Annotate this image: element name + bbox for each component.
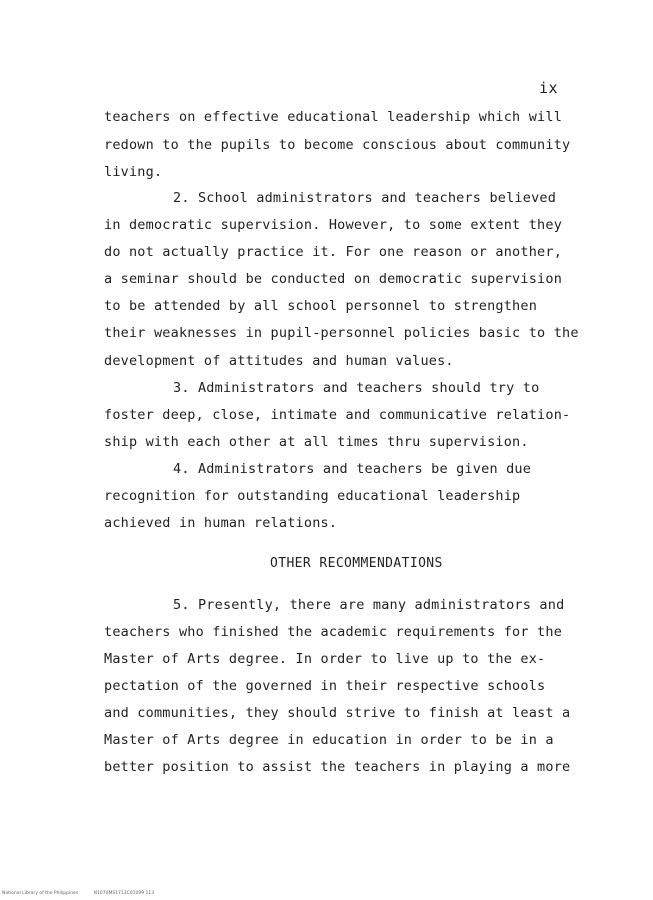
recommendation-5-start: 5. Presently, there are many administrators and <box>173 597 565 613</box>
recommendation-3-start: 3. Administrators and teachers should try to <box>173 380 540 396</box>
text-line: do not actually practice it. For one reason or another, <box>104 244 563 260</box>
text-line: teachers on effective educational leadership which will <box>104 109 563 125</box>
text-line: their weaknesses in pupil-personnel policies basic to the <box>104 325 579 341</box>
footer-source: National Library of the Philippines <box>2 891 79 896</box>
footer-code: N1070MS1713C01099 113 <box>93 891 155 896</box>
text-line: in democratic supervision. However, to some extent they <box>104 217 563 233</box>
text-line: ship with each other at all times thru supervision. <box>104 434 529 450</box>
section-heading: OTHER RECOMMENDATIONS <box>270 556 443 571</box>
text-line: living. <box>104 164 163 180</box>
text-line: foster deep, close, intimate and communicative relation- <box>104 407 571 423</box>
text-line: redown to the pupils to become conscious about community <box>104 137 571 153</box>
recommendation-2-start: 2. School administrators and teachers believed <box>173 190 557 206</box>
text-line: Master of Arts degree. In order to live up to the ex- <box>104 651 546 667</box>
text-line: recognition for outstanding educational leadership <box>104 488 521 504</box>
text-line: teachers who finished the academic requirements for the <box>104 624 563 640</box>
text-line: and communities, they should strive to finish at least a <box>104 705 571 721</box>
text-line: better position to assist the teachers in playing a more <box>104 759 571 775</box>
text-line: achieved in human relations. <box>104 515 338 531</box>
text-line: Master of Arts degree in education in order to be in a <box>104 732 554 748</box>
text-line: to be attended by all school personnel to strengthen <box>104 298 538 314</box>
page-number: ix <box>539 79 559 97</box>
text-line: pectation of the governed in their respective schools <box>104 678 546 694</box>
recommendation-4-start: 4. Administrators and teachers be given due <box>173 461 532 477</box>
text-line: a seminar should be conducted on democratic supervision <box>104 271 563 287</box>
text-line: development of attitudes and human values. <box>104 353 454 369</box>
scan-footer <box>2 891 168 896</box>
